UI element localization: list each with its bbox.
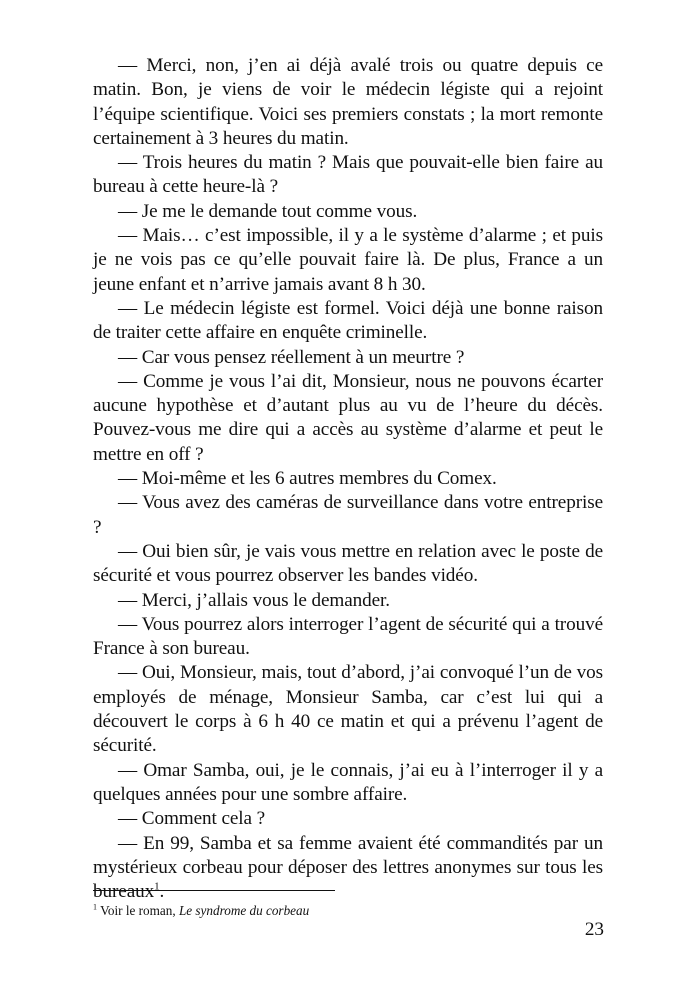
footnote-reference[interactable]: 1 — [154, 880, 160, 893]
paragraph: — Moi-même et les 6 autres membres du Comex. — [118, 468, 497, 490]
footnote-separator — [93, 890, 335, 891]
paragraph: — Oui bien sûr, je vais vous mettre en relation avec le poste de sécurité et vous pourrez observer les bandes vidéo. — [93, 540, 603, 587]
last-paragraph-period: . — [159, 881, 165, 903]
page-number: 23 — [584, 919, 604, 940]
paragraph: — Trois heures du matin ? Mais que pouvait-elle bien faire au bureau à cette heure-là ? — [93, 152, 603, 198]
paragraph: — Merci, j’allais vous le demander. — [118, 589, 390, 611]
footnote-text: Voir le roman, — [100, 903, 176, 918]
paragraph: — Merci, non, j’en ai déjà avalé trois ou quatre depuis ce matin. Bon, je viens de voir le médecin légiste qui a rejoint l’équipe scientifique. Voici ses premiers constats ; la mort remonte certainement à 3 heures du matin. — [93, 55, 603, 149]
paragraph: — Je me le demande tout comme vous. — [118, 200, 418, 222]
page-body — [93, 54, 603, 904]
paragraph: — Oui, Monsieur, mais, tout d’abord, j’ai convoqué l’un de vos employés de ménage, Monsieur Samba, car c’est lui qui a découvert le corps à 6 h 40 ce matin et qui a prévenu l’agent de sécurité. — [93, 662, 603, 757]
paragraph: — Car vous pensez réellement à un meurtre ? — [118, 346, 465, 368]
last-paragraph — [93, 832, 603, 905]
paragraph: — Vous avez des caméras de surveillance dans votre entreprise ? — [93, 492, 603, 538]
footnote-book-title: Le syndrome du corbeau — [178, 903, 310, 918]
paragraph: — Mais… c’est impossible, il y a le système d’alarme ; et puis je ne vois pas ce qu’elle pouvait faire là. De plus, France a un jeune enfant et n’arrive jamais avant 8 h 30. — [93, 225, 603, 295]
paragraph: — Comment cela ? — [118, 808, 266, 830]
last-paragraph-text: — En 99, Samba et sa femme avaient été commandités par un mystérieux corbeau pour déposer des lettres anonymes sur tous les bureaux — [93, 832, 603, 903]
footnote — [93, 902, 603, 919]
footnote-marker: 1 — [93, 902, 97, 912]
paragraph: — Le médecin légiste est formel. Voici déjà une bonne raison de traiter cette affaire en enquête criminelle. — [93, 297, 603, 344]
paragraph: — Omar Samba, oui, je le connais, j’ai eu à l’interroger il y a quelques années pour une sombre affaire. — [93, 759, 603, 805]
paragraph: — Vous pourrez alors interroger l’agent de sécurité qui a trouvé France à son bureau. — [93, 613, 603, 660]
paragraph: — Comme je vous l’ai dit, Monsieur, nous ne pouvons écarter aucune hypothèse et d’autant plus au vu de l’heure du décès. Pouvez-vous me dire qui a accès au système d’alarme et peut le mettre en off ? — [93, 370, 603, 465]
